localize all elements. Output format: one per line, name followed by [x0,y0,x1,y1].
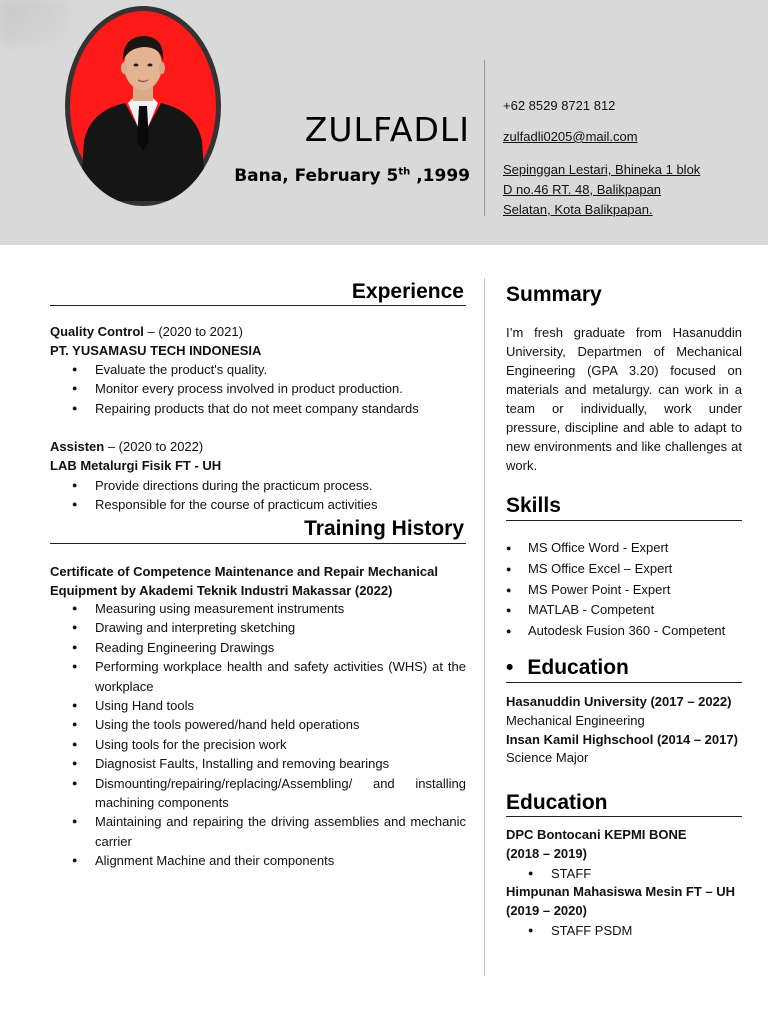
education-major-1: Mechanical Engineering [506,713,645,728]
column-divider [484,278,485,976]
phone-number: +62 8529 8721 812 [503,98,616,113]
list-item: ● Evaluate the product's quality. [50,360,466,379]
profile-photo [65,6,221,206]
list-item: ● Drawing and interpreting sketching [50,618,466,637]
place-date-of-birth: Bana, February 5th ,1999 [234,166,470,186]
list-item: ● Performing workplace health and safety activities (WHS) at the workplace [50,657,466,696]
candidate-name: ZULFADLI [304,110,470,149]
list-item: ● MATLAB - Competent [506,600,742,621]
list-item: ● Using tools for the precision work [50,735,466,754]
education-rule [506,682,742,683]
list-item: ● Dismounting/repairing/replacing/Assembling/ and installing machining components [50,774,466,813]
organization-2-name: Himpunan Mahasiswa Mesin FT – UH [506,884,735,899]
organization-1-roles [506,864,591,883]
list-item: ● MS Office Word - Expert [506,538,742,559]
organization-2-period: (2019 – 2020) [506,903,587,918]
list-item: ● Responsible for the course of practicum activities [50,495,466,514]
job-2-title: Assisten – (2020 to 2022) [50,439,204,454]
experience-rule [50,305,466,306]
skills-list [506,538,742,642]
job-1-company: PT. YUSAMASU TECH INDONESIA [50,343,262,358]
organization-heading: Education [506,791,608,814]
list-item: ● Alignment Machine and their components [50,851,466,870]
list-item: ● Using Hand tools [50,696,466,715]
training-items [50,599,466,871]
organization-1-name: DPC Bontocani KEPMI BONE [506,827,687,842]
list-item: ● MS Power Point - Expert [506,580,742,601]
training-rule [50,543,466,544]
list-item: ● STAFF PSDM [506,921,632,940]
list-item: ● Measuring using measurement instruments [50,599,466,618]
list-item: ● Reading Engineering Drawings [50,638,466,657]
header-banner [0,0,768,245]
skills-rule [506,520,742,521]
list-item: ● Using the tools powered/hand held operations [50,715,466,734]
list-item: ● MS Office Excel – Expert [506,559,742,580]
list-item: ● Repairing products that do not meet company standards [50,399,466,418]
training-heading: Training History [304,517,464,540]
skills-heading: Skills [506,494,561,517]
header-shade [0,0,70,45]
organization-1-period: (2018 – 2019) [506,846,587,861]
education-school-1: Hasanuddin University (2017 – 2022) [506,694,732,709]
job-1-title: Quality Control – (2020 to 2021) [50,324,243,339]
list-item: ● STAFF [506,864,591,883]
list-item: ● Monitor every process involved in product production. [50,379,466,398]
certificate-title: Certificate of Competence Maintenance and Repair Mechanical Equipment by Akademi Teknik Industri Makassar (2022) [50,564,438,598]
address: Sepinggan Lestari, Bhineka 1 blok D no.46 RT. 48, Balikpapan Selatan, Kota Balikpapan. [503,162,701,217]
job-1-duties [50,360,466,418]
profile-photo-image [70,11,216,201]
organization-2-roles [506,921,632,940]
summary-text: I’m fresh graduate from Hasanuddin University, Departmen of Mechanical Engineering (GPA 3.20) focused on materials and metalurgy. can work in a team or individually, work under pressure, discipline and able to adapt to new environments and like challenges at work. [506,325,742,473]
list-item: ● Autodesk Fusion 360 - Competent [506,621,742,642]
job-2-company: LAB Metalurgi Fisik FT - UH [50,458,222,473]
list-item: ● Diagnosist Faults, Installing and removing bearings [50,754,466,773]
job-2-duties [50,476,466,515]
organization-rule [506,816,742,817]
list-item: ● Maintaining and repairing the driving assemblies and mechanic carrier [50,812,466,851]
education-major-2: Science Major [506,750,589,765]
header-divider [484,60,485,216]
education-school-2: Insan Kamil Highschool (2014 – 2017) [506,732,738,747]
education-heading: • Education [506,656,629,679]
summary-heading: Summary [506,283,602,306]
email-link[interactable]: zulfadli0205@mail.com [503,129,638,144]
experience-heading: Experience [351,280,464,303]
list-item: ● Provide directions during the practicum process. [50,476,466,495]
